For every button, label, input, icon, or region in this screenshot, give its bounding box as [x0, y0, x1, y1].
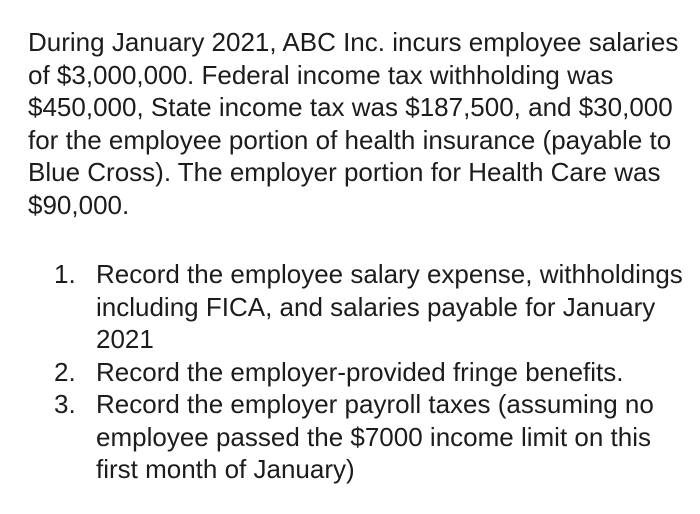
problem-statement: During January 2021, ABC Inc. incurs employee salaries of $3,000,000. Federal income tax withholding was $450,000, State income tax was $187,500, and $30,000 for the employee portion of health insurance (payable to Blue Cross). The employer portion for Health Care was $90,000. — [28, 27, 679, 220]
task-list — [54, 258, 694, 486]
item-number: 2. — [54, 356, 76, 387]
item-number: 1. — [54, 259, 76, 289]
item-text: Record the employer payroll taxes (assuming no employee passed the $7000 income limit on this first month of January) — [96, 389, 654, 484]
item-text: Record the employee salary expense, withholdings including FICA, and salaries payable for January 2021 — [96, 259, 683, 354]
item-text: Record the employer-provided fringe benefits. — [96, 356, 624, 387]
list-item — [54, 388, 694, 486]
list-item — [54, 258, 694, 356]
list-item — [54, 356, 694, 389]
item-number: 3. — [54, 389, 76, 419]
